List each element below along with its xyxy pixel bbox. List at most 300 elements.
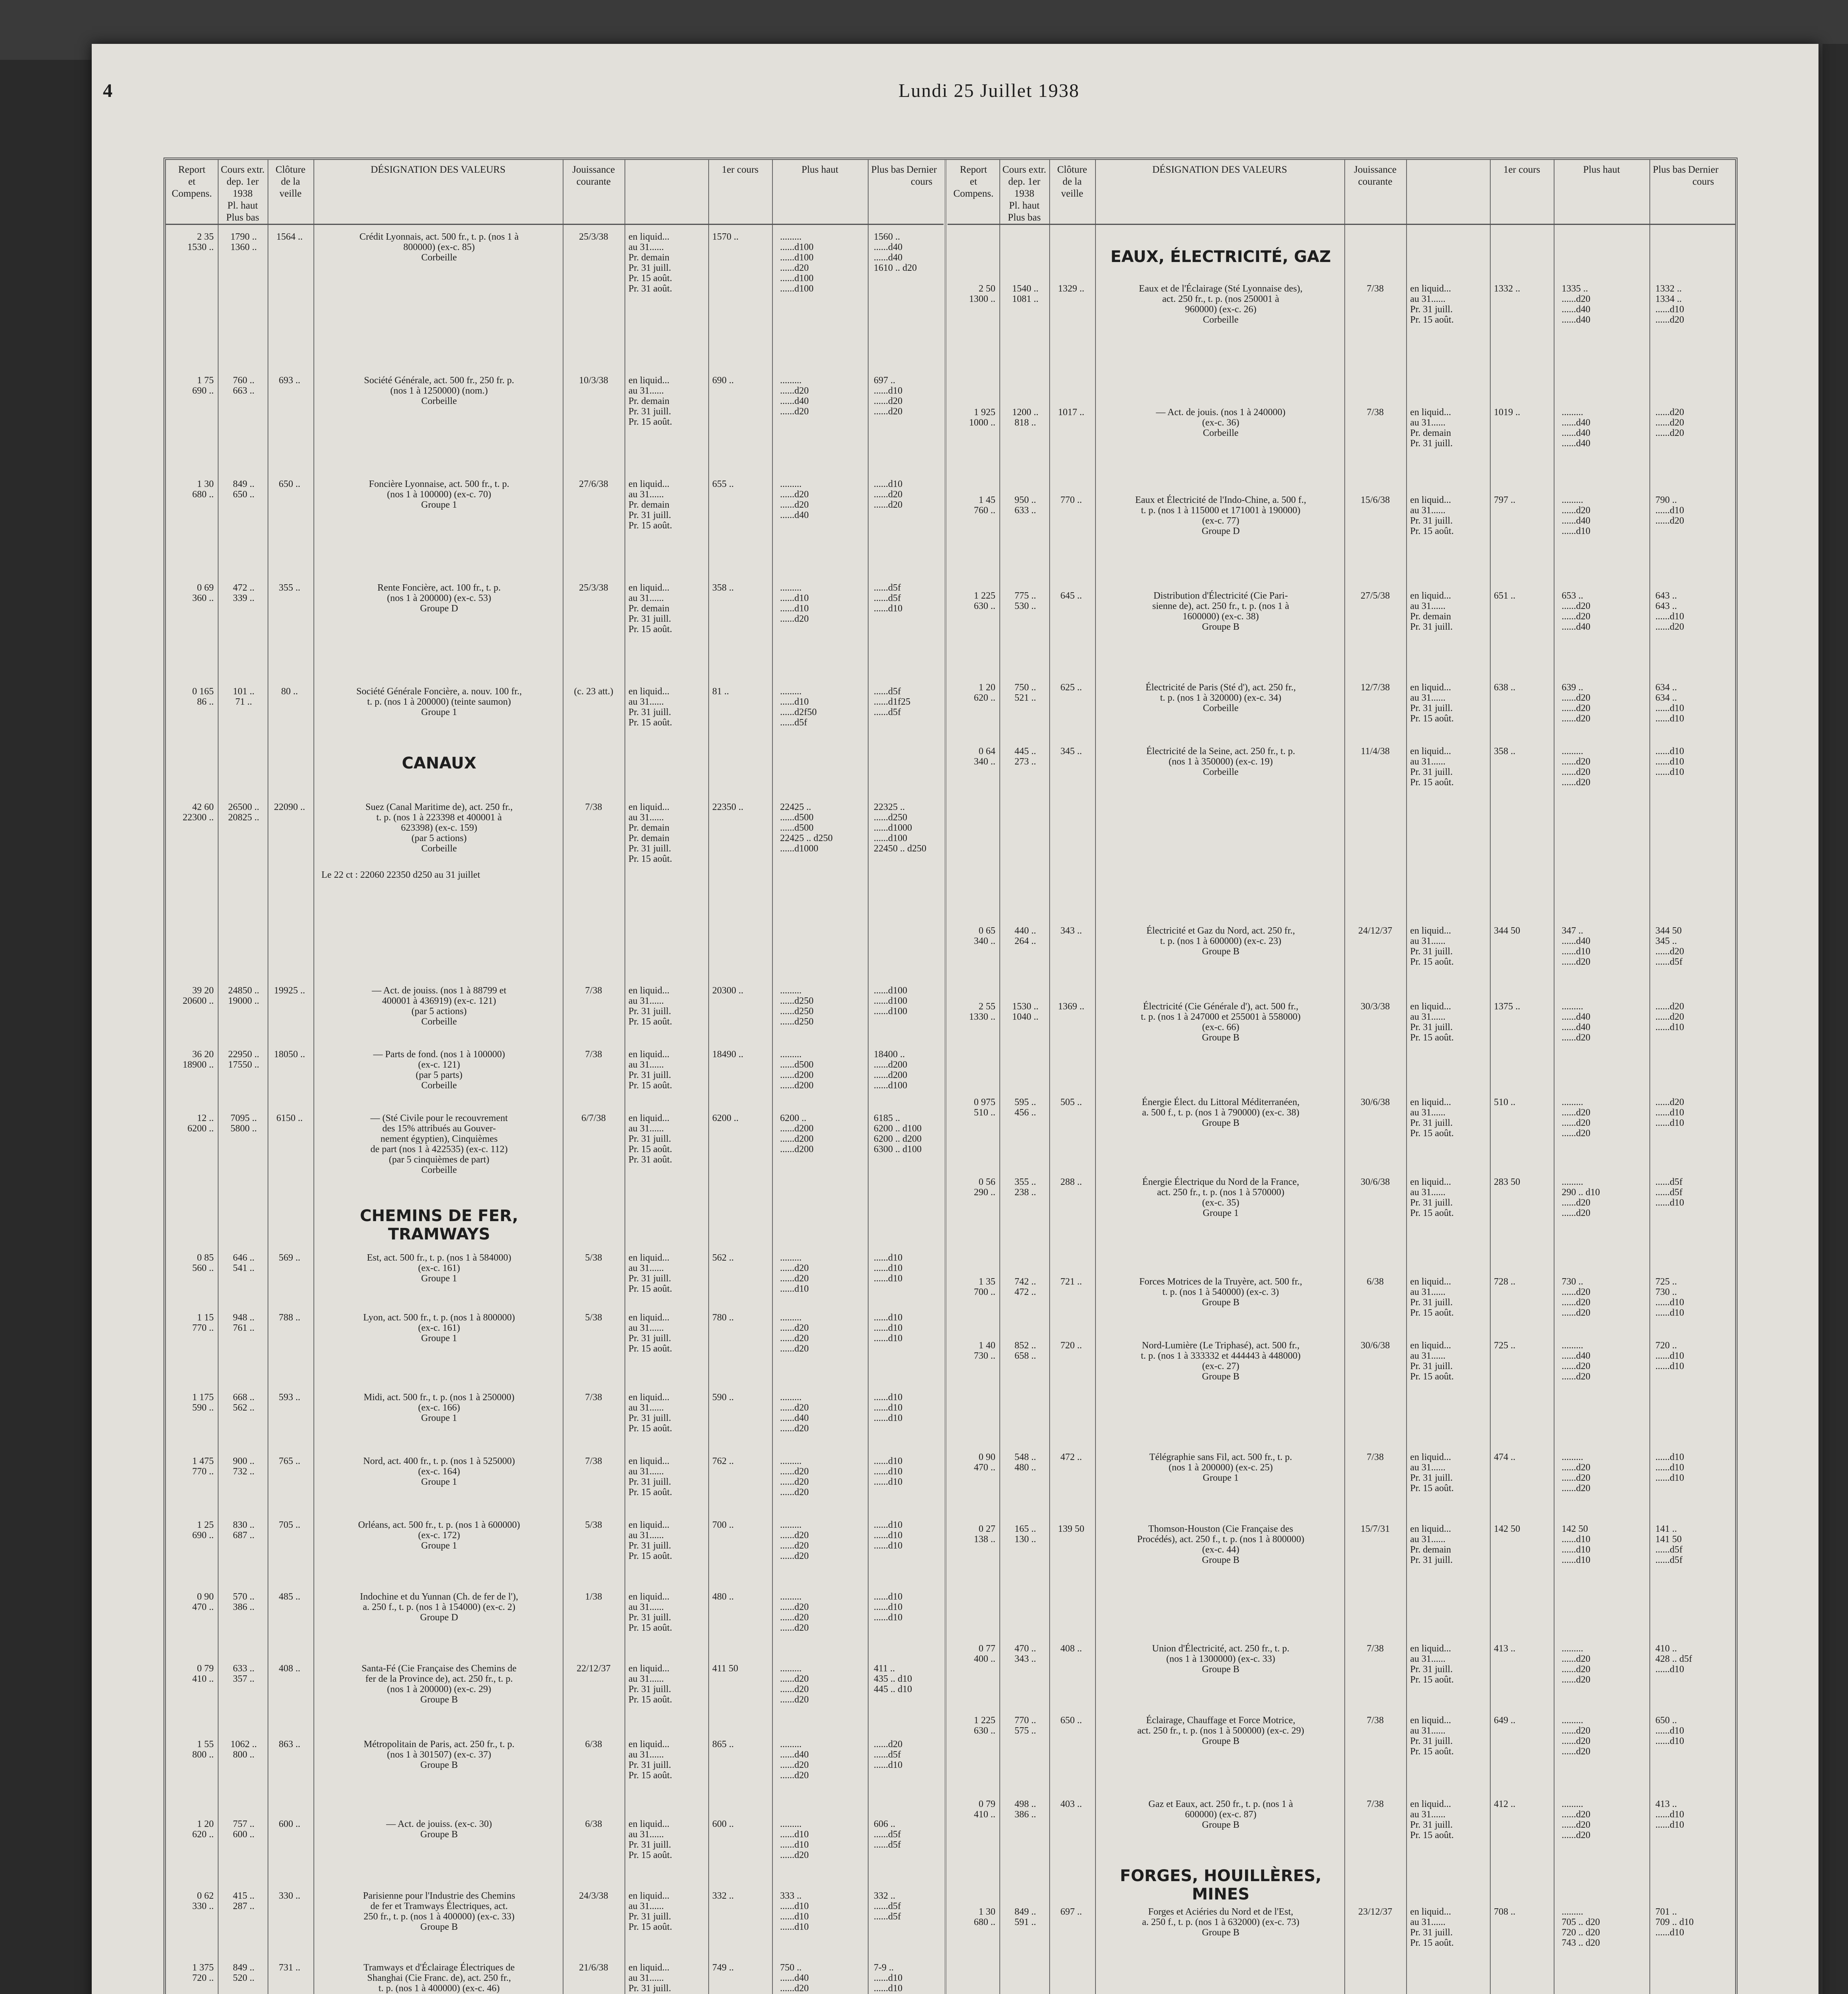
- designation-cell: Énergie Élect. du Littoral Méditerranéen, a. 500 f., t. p. (nos 1 à 790000) (ex-c. 38) Groupe B: [1142, 1097, 1300, 1128]
- operation-cell: en liquid... au 31...... Pr. 31 juill. Pr. 15 août.: [1410, 1097, 1454, 1139]
- jouissance-cell: 7/38: [585, 802, 602, 812]
- operation-cell: en liquid... au 31...... Pr. demain Pr. 31 juill. Pr. 15 août.: [628, 479, 672, 531]
- dernier-cours-cell: 697 .. ......d10 ......d20 ......d20: [874, 375, 902, 417]
- cours-extremes-cell: 101 .. 71 ..: [233, 686, 254, 707]
- cours-extremes-cell: 849 .. 650 ..: [233, 479, 254, 500]
- designation-cell: Forces Motrices de la Truyère, act. 500 fr., t. p. (nos 1 à 540000) (ex-c. 3) Groupe B: [1139, 1277, 1302, 1308]
- cloture-cell: 705 ..: [279, 1520, 300, 1530]
- cloture-cell: 1369 ..: [1058, 1001, 1084, 1012]
- report-cell: 0 90 470 ..: [974, 1452, 995, 1473]
- cours-extremes-cell: 548 .. 480 ..: [1015, 1452, 1036, 1473]
- designation-cell: Électricité et Gaz du Nord, act. 250 fr., t. p. (nos 1 à 600000) (ex-c. 23) Groupe B: [1146, 926, 1295, 957]
- dernier-cours-cell: 643 .. 643 .. ......d10 ......d20: [1655, 591, 1684, 632]
- column-rule: [313, 160, 314, 1994]
- dernier-cours-cell: ......d5f ......d5f ......d10: [874, 583, 902, 614]
- cours-extremes-cell: 498 .. 386 ..: [1015, 1799, 1036, 1820]
- report-cell: 1 45 760 ..: [974, 495, 995, 516]
- column-rule: [218, 160, 219, 1994]
- jouissance-cell: (c. 23 att.): [574, 686, 613, 697]
- column-header-dernier-cours: Dernier cours: [1688, 164, 1719, 187]
- dernier-cours-cell: 22325 .. ......d250 ......d1000 ......d100 22450 .. d250: [874, 802, 926, 854]
- dernier-cours-cell: 141 .. 141 50 ......d5f ......d5f: [1655, 1524, 1683, 1565]
- report-cell: 0 27 138 ..: [974, 1524, 995, 1545]
- plus-haut-cell: ......... ......d20 ......d20 ......d20: [1562, 1715, 1590, 1757]
- operation-cell: en liquid... au 31...... Pr. 31 juill. Pr. 15 août.: [628, 1049, 672, 1091]
- cloture-cell: 693 ..: [279, 375, 300, 386]
- jouissance-cell: 11/4/38: [1361, 746, 1390, 757]
- column-header-plus-haut: Plus haut: [1583, 164, 1620, 175]
- report-cell: 1 40 730 ..: [974, 1340, 995, 1361]
- designation-cell: Parisienne pour l'Industrie des Chemins de fer et Tramways Électriques, act. 250 fr., t. p. (nos 1 à 400000) (ex-c. 33) Groupe B: [363, 1891, 515, 1932]
- dernier-cours-cell: 790 .. ......d10 ......d20: [1655, 495, 1684, 526]
- designation-cell: Indochine et du Yunnan (Ch. de fer de l'), a. 250 f., t. p. (nos 1 à 154000) (ex-c. 2) Groupe D: [360, 1592, 518, 1623]
- operation-cell: en liquid... au 31...... Pr. demain Pr. demain Pr. 31 juill. Pr. 15 août.: [628, 802, 672, 864]
- dernier-cours-cell: 410 .. 428 .. d5f ......d10: [1655, 1643, 1692, 1675]
- plus-haut-cell: ......... ......d20 ......d20 ......d20: [780, 1592, 809, 1633]
- table-header: [948, 160, 1735, 225]
- jouissance-cell: 12/7/38: [1360, 682, 1390, 693]
- premier-cours-cell: 480 ..: [712, 1592, 734, 1602]
- cours-extremes-cell: 1540 .. 1081 ..: [1012, 284, 1038, 304]
- designation-cell: Rente Foncière, act. 100 fr., t. p. (nos 1 à 200000) (ex-c. 53) Groupe D: [377, 583, 501, 614]
- dernier-cours-cell: 6185 .. 6200 .. d100 6200 .. d200 6300 .. d100: [874, 1113, 922, 1155]
- column-rule: [1490, 160, 1491, 1994]
- dernier-cours-cell: 332 .. ......d5f ......d5f: [874, 1891, 901, 1922]
- jouissance-cell: 7/38: [1367, 284, 1384, 294]
- premier-cours-cell: 1019 ..: [1494, 407, 1520, 418]
- dernier-cours-cell: ......d10 ......d10 ......d10: [1655, 1452, 1684, 1483]
- premier-cours-cell: 700 ..: [712, 1520, 734, 1530]
- cloture-cell: 863 ..: [279, 1739, 300, 1750]
- designation-cell: Électricité de Paris (Sté d'), act. 250 fr., t. p. (nos 1 à 320000) (ex-c. 34) Corbeille: [1145, 682, 1296, 713]
- operation-cell: en liquid... au 31...... Pr. 31 juill. Pr. 15 août.: [628, 985, 672, 1027]
- designation-cell: — Parts de fond. (nos 1 à 100000) (ex-c. 121) (par 5 parts) Corbeille: [373, 1049, 505, 1091]
- cours-extremes-cell: 26500 .. 20825 ..: [228, 802, 259, 823]
- dernier-cours-cell: ......d10 ......d10 ......d10: [874, 1520, 902, 1551]
- premier-cours-cell: 1375 ..: [1494, 1001, 1520, 1012]
- designation-cell: Nord, act. 400 fr., t. p. (nos 1 à 525000) (ex-c. 164) Groupe 1: [363, 1456, 515, 1487]
- jouissance-cell: 23/12/37: [1358, 1907, 1393, 1917]
- operation-cell: en liquid... au 31...... Pr. 31 juill. Pr. 15 août.: [628, 1891, 672, 1932]
- plus-haut-cell: 730 .. ......d20 ......d20 ......d20: [1562, 1277, 1590, 1318]
- cours-extremes-cell: 470 .. 343 ..: [1015, 1643, 1036, 1664]
- cloture-cell: 18050 ..: [274, 1049, 305, 1060]
- premier-cours-cell: 797 ..: [1494, 495, 1515, 505]
- cloture-cell: 80 ..: [281, 686, 298, 697]
- jouissance-cell: 6/7/38: [581, 1113, 606, 1123]
- premier-cours-cell: 708 ..: [1494, 1907, 1515, 1917]
- designation-cell: Crédit Lyonnais, act. 500 fr., t. p. (nos 1 à 800000) (ex-c. 85) Corbeille: [359, 232, 519, 263]
- premier-cours-cell: 142 50: [1494, 1524, 1520, 1534]
- cloture-cell: 22090 ..: [274, 802, 305, 812]
- dernier-cours-cell: ......d20 ......d20 ......d20: [1655, 407, 1684, 438]
- cours-extremes-cell: 415 .. 287 ..: [233, 1891, 254, 1911]
- plus-haut-cell: ......... ......d20 ......d20 ......d20: [780, 1520, 809, 1561]
- designation-cell: Électricité (Cie Générale d'), act. 500 fr., t. p. (nos 1 à 247000 et 255001 à 558000) (ex-c. 66) Groupe B: [1141, 1001, 1301, 1043]
- plus-haut-cell: ......... ......d10 ......d10 ......d20: [780, 583, 809, 624]
- designation-cell: Éclairage, Chauffage et Force Motrice, act. 250 fr., t. p. (nos 1 à 500000) (ex-c. 29) Groupe B: [1137, 1715, 1304, 1746]
- cours-extremes-cell: 570 .. 386 ..: [233, 1592, 254, 1612]
- operation-cell: en liquid... au 31...... Pr. 31 juill. Pr. 15 août.: [1410, 1907, 1454, 1948]
- operation-cell: en liquid... au 31...... Pr. demain Pr. 31 juill.: [1410, 1524, 1453, 1565]
- cloture-cell: 645 ..: [1060, 591, 1082, 601]
- plus-haut-cell: 639 .. ......d20 ......d20 ......d20: [1562, 682, 1590, 724]
- cloture-cell: 721 ..: [1060, 1277, 1082, 1287]
- operation-cell: en liquid... au 31...... Pr. demain Pr. 31 juill. Pr. 15 août. Pr. 31 août.: [628, 232, 672, 294]
- premier-cours-cell: 865 ..: [712, 1739, 734, 1750]
- report-cell: 1 375 720 ..: [192, 1962, 214, 1983]
- report-cell: 0 975 510 ..: [974, 1097, 995, 1118]
- section-title-forges-houilleres: FORGES, HOUILLÈRES, MINES: [1120, 1867, 1322, 1903]
- operation-cell: en liquid... au 31...... Pr. 31 juill. Pr. 15 août.: [1410, 1715, 1454, 1757]
- premier-cours-cell: 1332 ..: [1494, 284, 1520, 294]
- dernier-cours-cell: 720 .. ......d10 ......d10: [1655, 1340, 1684, 1371]
- dernier-cours-cell: ......d5f ......d5f ......d10: [1655, 1177, 1684, 1208]
- dernier-cours-cell: 725 .. 730 .. ......d10 ......d10: [1655, 1277, 1684, 1318]
- premier-cours-cell: 1570 ..: [712, 232, 739, 242]
- operation-cell: en liquid... au 31...... Pr. 31 juill. Pr. 15 août.: [1410, 284, 1454, 325]
- page-edge: [1822, 44, 1848, 1994]
- report-cell: 1 35 700 ..: [974, 1277, 995, 1297]
- section-title-eaux-electricite-gaz: EAUX, ÉLECTRICITÉ, GAZ: [1110, 248, 1331, 266]
- report-cell: 1 175 590 ..: [192, 1392, 214, 1413]
- plus-haut-cell: 347 .. ......d40 ......d10 ......d20: [1562, 926, 1590, 967]
- plus-haut-cell: ......... ......d20 ......d20 ......d20: [780, 1663, 809, 1705]
- premier-cours-cell: 749 ..: [712, 1962, 734, 1973]
- report-cell: 1 20 620 ..: [974, 682, 995, 703]
- plus-haut-cell: 22425 .. ......d500 ......d500 22425 .. d250 ......d1000: [780, 802, 833, 854]
- cloture-cell: 345 ..: [1060, 746, 1082, 757]
- dernier-cours-cell: 7-9 .. ......d10 ......d10: [874, 1962, 902, 1994]
- jouissance-cell: 1/38: [585, 1592, 602, 1602]
- jouissance-cell: 30/6/38: [1360, 1340, 1390, 1351]
- dernier-cours-cell: ......d10 ......d10 ......d10: [874, 1592, 902, 1623]
- report-cell: 1 55 800 ..: [192, 1739, 214, 1760]
- column-header-designation: DÉSIGNATION DES VALEURS: [1152, 164, 1287, 175]
- column-rule: [772, 160, 773, 1994]
- jouissance-cell: 7/38: [1367, 1799, 1384, 1809]
- plus-haut-cell: 142 50 ......d10 ......d10 ......d10: [1562, 1524, 1590, 1565]
- cloture-cell: 569 ..: [279, 1253, 300, 1263]
- plus-haut-cell: ......... ......d10 ......d2f50 ......d5f: [780, 686, 817, 728]
- designation-cell: Midi, act. 500 fr., t. p. (nos 1 à 250000) (ex-c. 166) Groupe 1: [364, 1392, 514, 1423]
- designation-cell: Électricité de la Seine, act. 250 fr., t. p. (nos 1 à 350000) (ex-c. 19) Corbeille: [1146, 746, 1295, 777]
- operation-cell: en liquid... au 31...... Pr. 31 juill. Pr. 15 août.: [1410, 746, 1454, 788]
- cours-extremes-cell: 165 .. 130 ..: [1015, 1524, 1036, 1545]
- plus-haut-cell: ......... ......d40 ......d20 ......d20: [780, 1739, 809, 1781]
- operation-cell: en liquid... au 31...... Pr. 31 juill. Pr. 15 août.: [1410, 1340, 1454, 1382]
- plus-haut-cell: ......... ......d40 ......d20 ......d20: [1562, 1340, 1590, 1382]
- column-rule: [868, 160, 869, 1994]
- column-rule: [1095, 160, 1096, 1994]
- plus-haut-cell: 6200 .. ......d200 ......d200 ......d200: [780, 1113, 814, 1155]
- jouissance-cell: 30/6/38: [1360, 1177, 1390, 1187]
- operation-cell: en liquid... au 31...... Pr. 31 juill. Pr. 15 août.: [628, 1392, 672, 1434]
- cours-extremes-cell: 760 .. 663 ..: [233, 375, 254, 396]
- cloture-cell: 472 ..: [1060, 1452, 1082, 1462]
- jouissance-cell: 7/38: [585, 1392, 602, 1403]
- cloture-cell: 1017 ..: [1058, 407, 1084, 418]
- report-cell: 0 165 86 ..: [192, 686, 214, 707]
- premier-cours-cell: 332 ..: [712, 1891, 734, 1901]
- premier-cours-cell: 412 ..: [1494, 1799, 1515, 1809]
- plus-haut-cell: ......... ......d20 ......d40 ......d10: [1562, 495, 1590, 536]
- cloture-cell: 625 ..: [1060, 682, 1082, 693]
- jouissance-cell: 30/3/38: [1360, 1001, 1390, 1012]
- jouissance-cell: 6/38: [585, 1819, 602, 1829]
- cours-extremes-cell: 1790 .. 1360 ..: [231, 232, 257, 252]
- cours-extremes-cell: 775 .. 530 ..: [1015, 591, 1036, 611]
- suez-note: Le 22 ct : 22060 22350 d250 au 31 juillet: [321, 870, 480, 880]
- report-cell: 1 30 680 ..: [974, 1907, 995, 1927]
- operation-cell: en liquid... au 31...... Pr. 31 juill. Pr. 15 août.: [1410, 1001, 1454, 1043]
- column-rule: [999, 160, 1000, 1994]
- dernier-cours-cell: 701 .. 709 .. d10 ......d10: [1655, 1907, 1694, 1938]
- jouissance-cell: 6/38: [1367, 1277, 1384, 1287]
- operation-cell: en liquid... au 31...... Pr. 31 juill. Pr. 15 août.: [628, 1253, 672, 1294]
- designation-cell: Métropolitain de Paris, act. 250 fr., t. p. (nos 1 à 301507) (ex-c. 37) Groupe B: [364, 1739, 514, 1770]
- premier-cours-cell: 6200 ..: [712, 1113, 739, 1123]
- cloture-cell: 650 ..: [1060, 1715, 1082, 1726]
- premier-cours-cell: 358 ..: [1494, 746, 1515, 757]
- page-number: 4: [103, 80, 112, 101]
- premier-cours-cell: 510 ..: [1494, 1097, 1515, 1107]
- plus-haut-cell: 1335 .. ......d20 ......d40 ......d40: [1562, 284, 1590, 325]
- operation-cell: en liquid... au 31...... Pr. 31 juill. Pr. 15 août.: [1410, 495, 1454, 536]
- cloture-cell: 770 ..: [1060, 495, 1082, 505]
- dernier-cours-cell: 344 50 345 .. ......d20 ......d5f: [1655, 926, 1684, 967]
- operation-cell: en liquid... au 31...... Pr. 31 juill. Pr. 15 août.: [628, 1739, 672, 1781]
- column-header-jouissance: Jouissance courante: [1354, 164, 1397, 187]
- report-cell: 1 75 690 ..: [192, 375, 214, 396]
- cours-extremes-cell: 22950 .. 17550 ..: [228, 1049, 259, 1070]
- designation-cell: Eaux et de l'Éclairage (Sté Lyonnaise des), act. 250 fr., t. p. (nos 250001 à 960000) (ex-c. 26) Corbeille: [1139, 284, 1303, 325]
- designation-cell: Gaz et Eaux, act. 250 fr., t. p. (nos 1 à 600000) (ex-c. 87) Groupe B: [1148, 1799, 1293, 1830]
- designation-cell: Union d'Électricité, act. 250 fr., t. p. (nos 1 à 1300000) (ex-c. 33) Groupe B: [1152, 1643, 1290, 1675]
- column-header-cloture: Clôture de la veille: [1057, 164, 1087, 199]
- report-cell: 42 60 22300 ..: [183, 802, 214, 823]
- cloture-cell: 6150 ..: [276, 1113, 303, 1123]
- operation-cell: en liquid... au 31...... Pr. demain Pr. 31 juill. Pr. 15 août.: [628, 375, 672, 427]
- operation-cell: en liquid... au 31...... Pr. 31 juill. Pr. 15 août.: [628, 1456, 672, 1497]
- operation-cell: en liquid... au 31...... Pr. demain Pr. 31 juill. Pr. 15 août.: [628, 583, 672, 634]
- cours-extremes-cell: 900 .. 732 ..: [233, 1456, 254, 1477]
- jouissance-cell: 21/6/38: [579, 1962, 609, 1973]
- dernier-cours-cell: 411 .. 435 .. d10 445 .. d10: [874, 1663, 912, 1695]
- plus-haut-cell: ......... ......d20 ......d20 ......d20: [1562, 1097, 1590, 1139]
- column-header-premier-cours: 1er cours: [721, 164, 759, 175]
- report-cell: 1 225 630 ..: [974, 591, 995, 611]
- plus-haut-cell: ......... ......d20 ......d20 ......d10: [780, 1253, 809, 1294]
- operation-cell: en liquid... au 31...... Pr. 31 juill. Pr. 15 août.: [1410, 1177, 1454, 1218]
- designation-cell: Société Générale Foncière, a. nouv. 100 fr., t. p. (nos 1 à 200000) (teinte saumon) Groupe 1: [356, 686, 522, 717]
- dernier-cours-cell: 18400 .. ......d200 ......d200 ......d100: [874, 1049, 907, 1091]
- report-cell: 0 64 340 ..: [974, 746, 995, 767]
- premier-cours-cell: 358 ..: [712, 583, 734, 593]
- dernier-cours-cell: ......d10 ......d20 ......d20: [874, 479, 902, 510]
- report-cell: 0 56 290 ..: [974, 1177, 995, 1198]
- premier-cours-cell: 638 ..: [1494, 682, 1515, 693]
- jouissance-cell: 5/38: [585, 1312, 602, 1323]
- plus-haut-cell: ......... ......d40 ......d40 ......d20: [1562, 1001, 1590, 1043]
- jouissance-cell: 24/3/38: [579, 1891, 609, 1901]
- designation-cell: Thomson-Houston (Cie Française des Procédés), act. 250 f., t. p. (nos 1 à 800000) (ex-c. 44) Groupe B: [1137, 1524, 1304, 1565]
- cloture-cell: 593 ..: [279, 1392, 300, 1403]
- operation-cell: en liquid... au 31...... Pr. 31 juill. Pr. 15 août.: [628, 1592, 672, 1633]
- page-date: Lundi 25 Juillet 1938: [898, 80, 1080, 101]
- operation-cell: en liquid... au 31...... Pr. 31 juill. Pr. 15 août.: [1410, 926, 1454, 967]
- dernier-cours-cell: 1332 .. 1334 .. ......d10 ......d20: [1655, 284, 1684, 325]
- plus-haut-cell: ......... ......d20 ......d20 ......d20: [780, 1312, 809, 1354]
- cloture-cell: 1329 ..: [1058, 284, 1084, 294]
- operation-cell: en liquid... au 31...... Pr. demain Pr. 31 juill.: [1410, 591, 1453, 632]
- cloture-cell: 355 ..: [279, 583, 300, 593]
- jouissance-cell: 24/12/37: [1358, 926, 1393, 936]
- dernier-cours-cell: ......d10 ......d10 ......d10: [874, 1456, 902, 1487]
- jouissance-cell: 7/38: [1367, 1715, 1384, 1726]
- designation-cell: — Act. de jouis. (nos 1 à 240000) (ex-c. 36) Corbeille: [1156, 407, 1286, 438]
- jouissance-cell: 5/38: [585, 1520, 602, 1530]
- section-title-canaux: CANAUX: [402, 754, 477, 772]
- cloture-cell: 408 ..: [1060, 1643, 1082, 1654]
- dernier-cours-cell: ......d5f ......d1f25 ......d5f: [874, 686, 910, 717]
- cours-extremes-cell: 757 .. 600 ..: [233, 1819, 254, 1840]
- report-cell: 0 79 410 ..: [192, 1663, 214, 1684]
- cloture-cell: 288 ..: [1060, 1177, 1082, 1187]
- jouissance-cell: 10/3/38: [579, 375, 609, 386]
- jouissance-cell: 5/38: [585, 1253, 602, 1263]
- column-rule: [1049, 160, 1050, 1994]
- plus-haut-cell: ......... ......d20 ......d20 ......d20: [1562, 1643, 1590, 1685]
- designation-cell: — Act. de jouiss. (ex-c. 30) Groupe B: [386, 1819, 492, 1840]
- cours-extremes-cell: 472 .. 339 ..: [233, 583, 254, 603]
- cours-extremes-cell: 950 .. 633 ..: [1015, 495, 1036, 516]
- premier-cours-cell: 283 50: [1494, 1177, 1520, 1187]
- table-header: [166, 160, 944, 225]
- plus-haut-cell: ......... ......d20 ......d20 ......d20: [1562, 1799, 1590, 1840]
- operation-cell: en liquid... au 31...... Pr. 31 juill. Pr. 15 août.: [1410, 1277, 1454, 1318]
- report-cell: 1 225 630 ..: [974, 1715, 995, 1736]
- cloture-cell: 765 ..: [279, 1456, 300, 1466]
- cloture-cell: 650 ..: [279, 479, 300, 489]
- report-cell: 0 69 360 ..: [192, 583, 214, 603]
- column-header-report: Report et Compens.: [171, 164, 212, 199]
- plus-haut-cell: ......... ......d40 ......d40 ......d40: [1562, 407, 1590, 449]
- report-cell: 1 20 620 ..: [192, 1819, 214, 1840]
- dernier-cours-cell: ......d10 ......d10 ......d10: [874, 1253, 902, 1284]
- plus-haut-cell: ......... ......d20 ......d20 ......d40: [780, 479, 809, 520]
- premier-cours-cell: 474 ..: [1494, 1452, 1515, 1462]
- jouissance-cell: 30/6/38: [1360, 1097, 1390, 1107]
- report-cell: 2 50 1300 ..: [969, 284, 995, 304]
- premier-cours-cell: 762 ..: [712, 1456, 734, 1466]
- jouissance-cell: 7/38: [585, 1456, 602, 1466]
- left-half-table: [166, 160, 944, 1994]
- jouissance-cell: 7/38: [585, 1049, 602, 1060]
- report-cell: 0 79 410 ..: [974, 1799, 995, 1820]
- quotation-table: [164, 158, 1738, 1994]
- designation-cell: Foncière Lyonnaise, act. 500 fr., t. p. (nos 1 à 100000) (ex-c. 70) Groupe 1: [369, 479, 509, 510]
- jouissance-cell: 6/38: [585, 1739, 602, 1750]
- column-header-cours-extr: Cours extr. dep. 1er 1938 Pl. haut Plus bas: [1002, 164, 1046, 223]
- designation-cell: Distribution d'Électricité (Cie Pari- sienne de), act. 250 fr., t. p. (nos 1 à 1600000) (ex-c. 38) Groupe B: [1152, 591, 1289, 632]
- dernier-cours-cell: 650 .. ......d10 ......d10: [1655, 1715, 1684, 1746]
- operation-cell: en liquid... au 31...... Pr. 31 juill. Pr. 15 août.: [628, 1312, 672, 1354]
- cours-extremes-cell: 595 .. 456 ..: [1015, 1097, 1036, 1118]
- designation-cell: Nord-Lumière (Le Triphasé), act. 500 fr., t. p. (nos 1 à 333332 et 444443 à 448000) (ex-c. 27) Groupe B: [1141, 1340, 1301, 1382]
- column-rule: [1406, 160, 1407, 1994]
- plus-haut-cell: ......... ......d10 ......d10 ......d20: [780, 1819, 809, 1860]
- cours-extremes-cell: 646 .. 541 ..: [233, 1253, 254, 1273]
- jouissance-cell: 15/7/31: [1360, 1524, 1390, 1534]
- designation-cell: Énergie Électrique du Nord de la France, act. 250 fr., t. p. (nos 1 à 570000) (ex-c. 35) Groupe 1: [1142, 1177, 1299, 1218]
- designation-cell: Eaux et Électricité de l'Indo-Chine, a. 500 f., t. p. (nos 1 à 115000 et 171001 à 190000) (ex-c. 77) Groupe D: [1135, 495, 1306, 536]
- plus-haut-cell: ......... ......d500 ......d200 ......d200: [780, 1049, 814, 1091]
- right-half-table: [948, 160, 1735, 1994]
- plus-haut-cell: ......... ......d20 ......d20 ......d20: [1562, 1452, 1590, 1494]
- premier-cours-cell: 20300 ..: [712, 985, 743, 996]
- column-header-dernier-cours: Dernier cours: [906, 164, 937, 187]
- cours-extremes-cell: 849 .. 520 ..: [233, 1962, 254, 1983]
- plus-haut-cell: ......... 705 .. d20 720 .. d20 743 .. d20: [1562, 1907, 1600, 1948]
- cours-extremes-cell: 7095 .. 5800 ..: [231, 1113, 257, 1134]
- cours-extremes-cell: 668 .. 562 ..: [233, 1392, 254, 1413]
- report-cell: 0 85 560 ..: [192, 1253, 214, 1273]
- dernier-cours-cell: ......d20 ......d20 ......d10: [1655, 1001, 1684, 1032]
- column-header-cloture: Clôture de la veille: [276, 164, 305, 199]
- dernier-cours-cell: ......d20 ......d10 ......d10: [1655, 1097, 1684, 1128]
- cours-extremes-cell: 445 .. 273 ..: [1015, 746, 1036, 767]
- column-header-cours-extr: Cours extr. dep. 1er 1938 Pl. haut Plus bas: [221, 164, 265, 223]
- cours-extremes-cell: 742 .. 472 ..: [1015, 1277, 1036, 1297]
- designation-cell: Suez (Canal Maritime de), act. 250 fr., t. p. (nos 1 à 223398 et 400001 à 623398) (ex-c. 159) (par 5 actions) Corbeille: [365, 802, 513, 854]
- premier-cours-cell: 690 ..: [712, 375, 734, 386]
- cloture-cell: 19925 ..: [274, 985, 305, 996]
- plus-haut-cell: 653 .. ......d20 ......d20 ......d40: [1562, 591, 1590, 632]
- operation-cell: en liquid... au 31...... Pr. 31 juill. Pr. 15 août.: [628, 1520, 672, 1561]
- plus-haut-cell: ......... 290 .. d10 ......d20 ......d20: [1562, 1177, 1600, 1218]
- jouissance-cell: 7/38: [585, 985, 602, 996]
- plus-haut-cell: ......... ......d250 ......d250 ......d250: [780, 985, 814, 1027]
- cours-extremes-cell: 849 .. 591 ..: [1015, 1907, 1036, 1927]
- report-cell: 2 35 1530 ..: [187, 232, 214, 252]
- jouissance-cell: 22/12/37: [576, 1663, 611, 1674]
- report-cell: 36 20 18900 ..: [183, 1049, 214, 1070]
- cours-extremes-cell: 948 .. 761 ..: [233, 1312, 254, 1333]
- cours-extremes-cell: 1200 .. 818 ..: [1012, 407, 1038, 428]
- dernier-cours-cell: ......d10 ......d10 ......d10: [874, 1392, 902, 1423]
- premier-cours-cell: 780 ..: [712, 1312, 734, 1323]
- cours-extremes-cell: 440 .. 264 ..: [1015, 926, 1036, 946]
- report-cell: 2 55 1330 ..: [969, 1001, 995, 1022]
- report-cell: 1 25 690 ..: [192, 1520, 214, 1541]
- column-header-plus-bas: Plus bas: [871, 164, 904, 175]
- report-cell: 0 90 470 ..: [192, 1592, 214, 1612]
- cloture-cell: 1564 ..: [276, 232, 303, 242]
- operation-cell: en liquid... au 31...... Pr. 31 juill. Pr. 15 août.: [628, 1819, 672, 1860]
- cours-extremes-cell: 24850 .. 19000 ..: [228, 985, 259, 1006]
- cours-extremes-cell: 852 .. 658 ..: [1015, 1340, 1036, 1361]
- designation-cell: Est, act. 500 fr., t. p. (nos 1 à 584000) (ex-c. 161) Groupe 1: [367, 1253, 511, 1284]
- operation-cell: en liquid... au 31...... Pr. 31 juill. Pr. 15 août.: [1410, 682, 1454, 724]
- operation-cell: en liquid... au 31...... Pr. 31 juill. Pr. 15 août.: [1410, 1643, 1454, 1685]
- dernier-cours-cell: 634 .. 634 .. ......d10 ......d10: [1655, 682, 1684, 724]
- operation-cell: en liquid... au 31...... Pr. 31 juill.: [628, 1962, 671, 1994]
- column-header-jouissance: Jouissance courante: [572, 164, 615, 187]
- jouissance-cell: 27/5/38: [1360, 591, 1390, 601]
- designation-cell: — Act. de jouiss. (nos 1 à 88799 et 400001 à 436919) (ex-c. 121) (par 5 actions) Corbeille: [372, 985, 506, 1027]
- report-cell: 39 20 20600 ..: [183, 985, 214, 1006]
